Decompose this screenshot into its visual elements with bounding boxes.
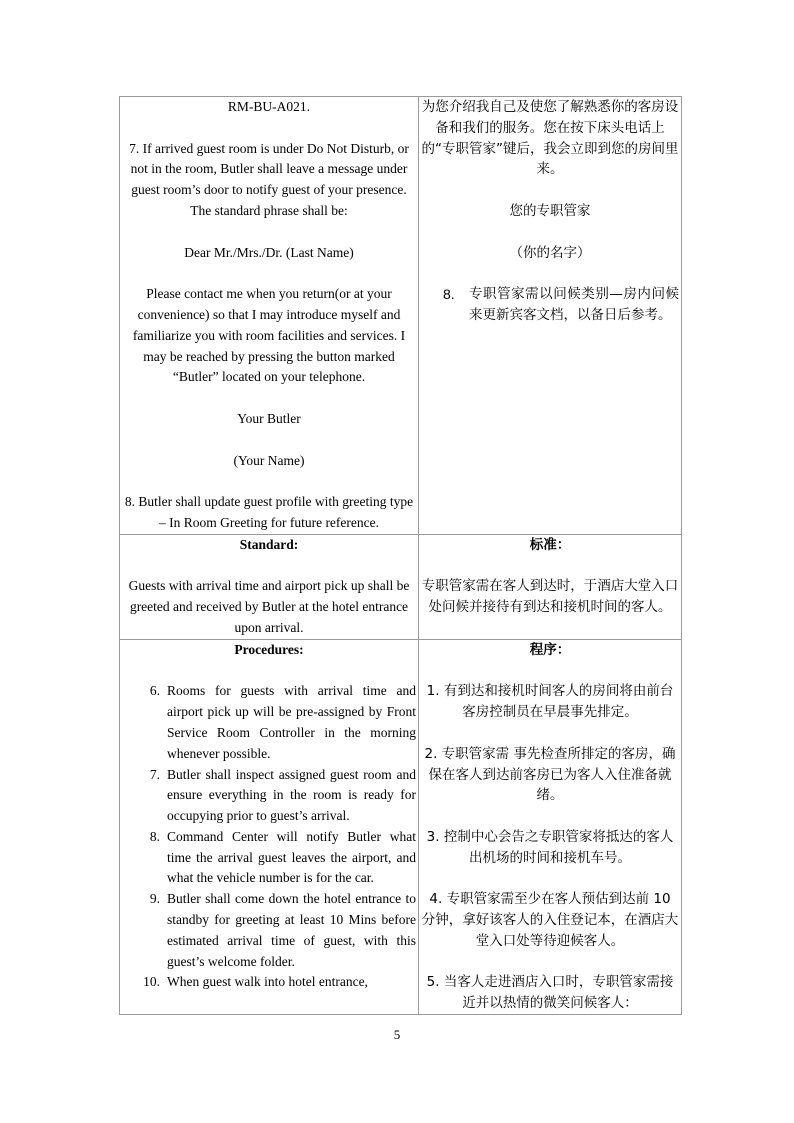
step-7-text: 7. If arrived guest room is under Do Not Disturb, or not in the room, Butler shall leave a message under guest room’s door to notify guest of your presence. The standard phrase shall be:	[129, 140, 409, 218]
zh-procedure-2: 2. 专职管家需 事先检查所排定的客房，确保在客人到达前客房已为客人入住准备就绪。	[424, 745, 676, 804]
zh-message-body: 为您介绍我自己及使您了解熟悉你的客房设备和我们的服务。您在按下床头电话上的“专职管家”键后，我会立即到您的房间里来。	[421, 99, 679, 178]
message-body: Please contact me when you return(or at your convenience) so that I may introduce myself and familiarize you with room facilities and services. I may be reached by pressing the button marked “Butler” located on your telephone.	[132, 286, 406, 385]
item-text: Rooms for guests with arrival time and airport pick up will be pre-assigned by Front Service Room Controller in the morning whenever possible.	[167, 683, 416, 761]
item-text: Butler shall come down the hotel entrance to standby for greeting at least 10 Mins before estimated arrival time of guest, with this guest’s welcome folder.	[167, 891, 416, 969]
procedures-heading: Procedures:	[234, 641, 304, 657]
zh-procedures-heading: 程序：	[529, 641, 571, 658]
zh-step-8	[421, 284, 679, 326]
document-code: RM-BU-A021.	[227, 99, 311, 114]
step-8-text: 8. Butler shall update guest profile with greeting type – In Room Greeting for future reference.	[124, 494, 414, 530]
item-number: 6.	[149, 683, 160, 699]
chinese-cell	[419, 639, 682, 1014]
zh-procedure-5: 5. 当客人走进酒店入口时，专职管家需接近并以热情的微笑问候客人：	[426, 974, 674, 1012]
item-number: 8.	[149, 828, 160, 844]
table-row	[120, 97, 682, 535]
item-number: 9.	[149, 891, 160, 907]
chinese-cell	[419, 97, 682, 535]
item-number: 7.	[149, 766, 160, 782]
standard-heading: Standard:	[239, 536, 299, 552]
zh-procedure-4: 4. 专职管家需至少在客人预估到达前 10 分钟，拿好该客人的入住登记本，在酒店大堂入口处等待迎候客人。	[421, 891, 679, 949]
message-sign: Your Butler	[237, 410, 301, 426]
english-cell	[120, 639, 419, 1014]
zh-procedure-3: 3. 控制中心会告之专职管家将抵达的客人出机场的时间和接机车号。	[426, 828, 674, 866]
message-name: (Your Name)	[233, 452, 305, 468]
english-cell	[120, 97, 419, 535]
item-number: 10.	[143, 974, 160, 990]
list-item	[122, 972, 416, 993]
zh-standard-text: 专职管家需在客人到达时，于酒店大堂入口处问候并接待有到达和接机时间的客人。	[421, 578, 679, 616]
english-cell	[120, 534, 419, 639]
zh-step-8-number: 8.	[443, 286, 455, 303]
list-item	[122, 681, 416, 764]
item-text: Command Center will notify Butler what time the arrival guest leaves the airport, and what the vehicle number is for the car.	[167, 828, 416, 886]
standard-text: Guests with arrival time and airport pick up shall be greeted and received by Butler at the hotel entrance upon arrival.	[128, 578, 410, 635]
item-text: When guest walk into hotel entrance,	[167, 974, 368, 990]
procedures-list	[122, 681, 416, 993]
zh-message-name: （你的名字）	[509, 244, 591, 261]
zh-step-8-text: 专职管家需以问候类别—房内问候来更新宾客文档，以备日后参考。	[469, 286, 679, 323]
list-item	[122, 765, 416, 827]
list-item	[122, 827, 416, 889]
zh-message-sign: 您的专职管家	[509, 202, 591, 219]
document-table	[119, 96, 682, 1015]
chinese-cell	[419, 534, 682, 639]
item-text: Butler shall inspect assigned guest room and ensure everything in the room is ready for occupying prior to guest’s arrival.	[167, 766, 416, 824]
zh-standard-heading: 标准：	[529, 536, 571, 553]
table-row	[120, 534, 682, 639]
table-row	[120, 639, 682, 1014]
message-salutation: Dear Mr./Mrs./Dr. (Last Name)	[184, 244, 354, 260]
page-number: 5	[393, 1027, 401, 1042]
list-item	[122, 889, 416, 972]
zh-procedure-1: 1. 有到达和接机时间客人的房间将由前台客房控制员在早晨事先排定。	[426, 683, 674, 721]
